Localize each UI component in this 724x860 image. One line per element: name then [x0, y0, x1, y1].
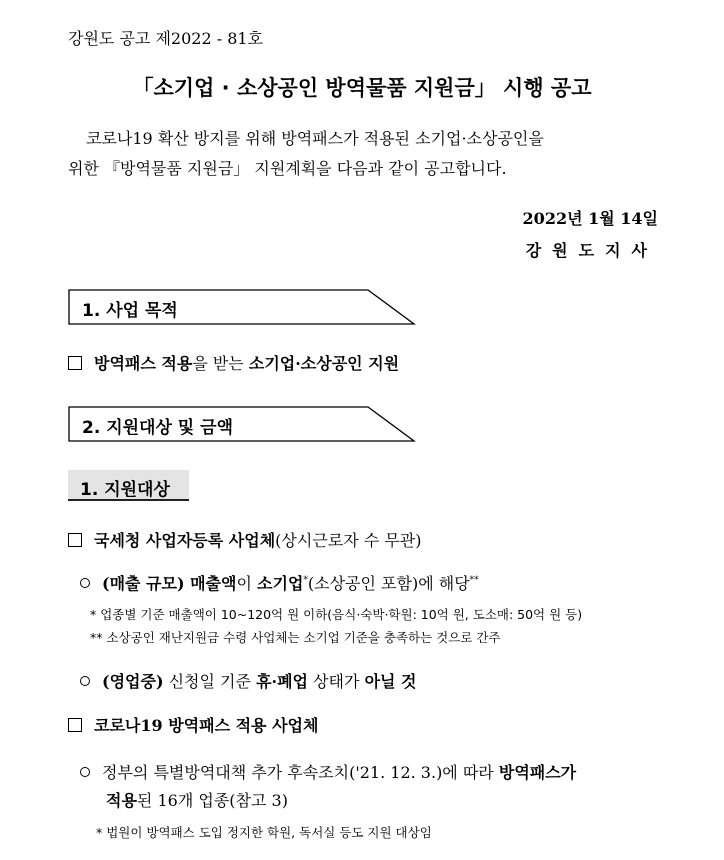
footnote-1: * 업종별 기준 매출액이 10~120억 원 이하(음식·숙박·학원: 10억 원, 도소매: 50억 원 등): [90, 607, 583, 622]
checkbox-bullet-icon: [68, 718, 82, 732]
section-2-title: 2. 지원대상 및 금액: [82, 418, 233, 438]
eligibility-item-2-label: 코로나19 방역패스 적용 사업체: [94, 716, 319, 735]
subsection-1-title: 1. 지원대상: [80, 480, 170, 500]
operating-bold-3: 아닐 것: [364, 672, 417, 691]
sales-criterion: [80, 571, 479, 594]
circle-bullet-icon: [80, 578, 90, 588]
footnote-mark: **: [469, 575, 479, 586]
subsection-1-header: [68, 470, 189, 501]
circle-bullet-icon: [80, 767, 90, 777]
checkbox-bullet-icon: [68, 356, 82, 370]
eligibility-item-1-text: (상시근로자 수 무관): [275, 531, 422, 550]
footnote-3: * 법원이 방역패스 도입 정지한 학원, 독서실 등도 지원 대상임: [96, 825, 432, 840]
purpose-item: [68, 351, 399, 374]
purpose-bold-2: 소기업·소상공인 지원: [248, 354, 400, 373]
eligibility-item-2: [68, 713, 318, 736]
operating-criterion: [80, 669, 417, 692]
intro-line-1: 코로나19 확산 방지를 위해 방역패스가 적용된 소기업·소상공인을: [86, 129, 544, 148]
govt-text-1: 정부의 특별방역대책 추가 후속조치('21. 12. 3.)에 따라: [102, 763, 499, 782]
eligibility-item-1: [68, 528, 421, 551]
operating-text-1: 신청일 기준: [163, 672, 257, 691]
page-title: 「소기업 · 소상공인 방역물품 지원금」 시행 공고: [132, 76, 592, 100]
circle-bullet-icon: [80, 676, 90, 686]
govt-measure-cont: [106, 788, 288, 811]
operating-bold-1: (영업중): [102, 672, 164, 691]
intro-line-2: 위한 『방역물품 지원금」 지원계획을 다음과 같이 공고합니다.: [68, 159, 507, 178]
govt-measure: [80, 760, 576, 783]
checkbox-bullet-icon: [68, 533, 82, 547]
signatory: 강원도지사: [525, 241, 658, 260]
intro-paragraph: [68, 124, 660, 184]
sales-bold-1: (매출 규모) 매출액: [102, 574, 237, 593]
sales-text-2: (소상공인 포함)에 해당: [307, 574, 470, 593]
sales-text-1: 이: [236, 574, 258, 593]
sales-bold-2: 소기업: [257, 574, 304, 593]
section-2-header: [68, 406, 416, 442]
eligibility-item-1-bold: 국세청 사업자등록 사업체: [94, 531, 276, 550]
footnote-mark: *: [303, 575, 308, 586]
govt-bold-2: 적용: [106, 791, 137, 810]
operating-bold-2: 휴·폐업: [256, 672, 309, 691]
footnote-2: ** 소상공인 재난지원금 수령 사업체는 소기업 기준을 충족하는 것으로 간주: [90, 630, 501, 645]
operating-text-2: 상태가: [308, 672, 365, 691]
purpose-text-1: 을 받는: [192, 354, 249, 373]
govt-bold-1: 방역패스가: [498, 763, 577, 782]
notice-date: 2022년 1월 14일: [522, 209, 658, 228]
section-1-title: 1. 사업 목적: [82, 301, 178, 321]
section-1-header: [68, 289, 416, 325]
notice-number: 강원도 공고 제2022 - 81호: [68, 29, 264, 48]
govt-text-2: 된 16개 업종(참고 3): [136, 791, 288, 810]
purpose-bold-1: 방역패스 적용: [94, 354, 193, 373]
